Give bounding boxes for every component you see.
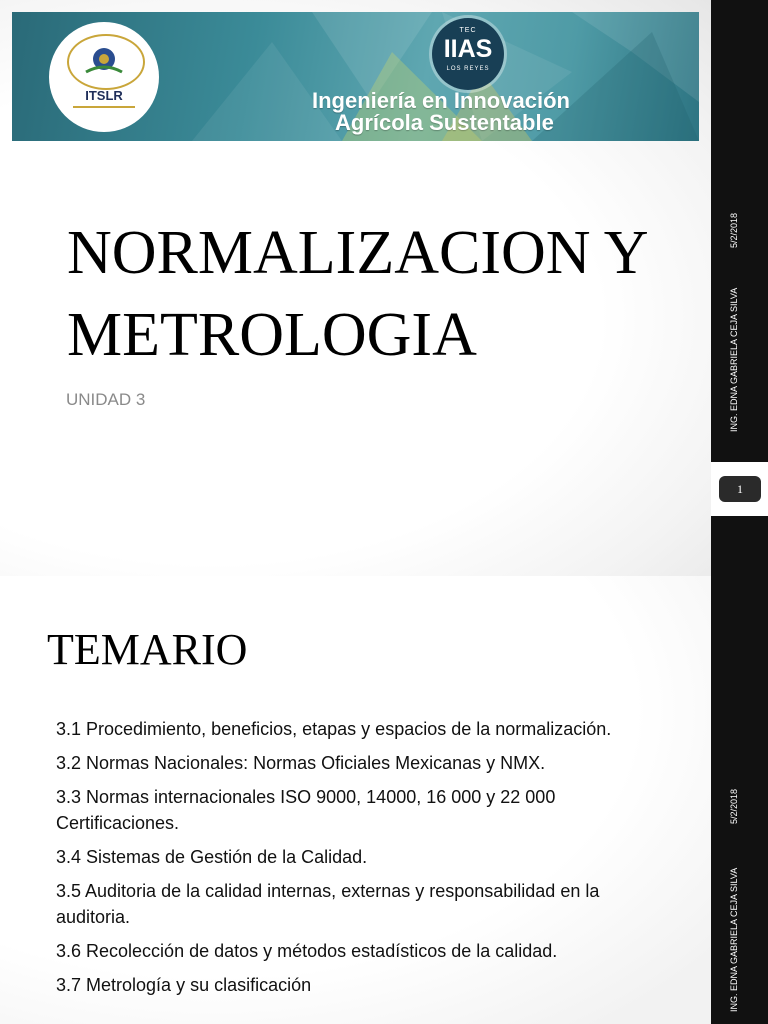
slide-title: NORMALIZACION Y METROLOGIA [67, 219, 647, 369]
page-number-tab [711, 462, 768, 516]
slide-subtitle: UNIDAD 3 [66, 390, 146, 409]
list-item: 3.7 Metrología y su clasificación [56, 975, 312, 995]
logo-divider [73, 106, 135, 108]
list-item: 3.1 Procedimiento, beneficios, etapas y espacios de la normalización. [56, 719, 612, 739]
sidebar-author: ING. EDNA GABRIELA CEJA SILVA [729, 287, 739, 432]
list-item: 3.4 Sistemas de Gestión de la Calidad. [56, 847, 368, 867]
list-item: 3.3 Normas internacionales ISO 9000, 14000, 16 000 y 22 000 Certificaciones. [56, 787, 556, 833]
los-reyes-label: LOS REYES [446, 66, 490, 72]
tec-iias-logo [432, 18, 504, 90]
list-item: 3.6 Recolección de datos y métodos estadísticos de la calidad. [56, 941, 558, 961]
temario-list [56, 716, 656, 1006]
sidebar-date: 5/2/2018 [729, 788, 739, 824]
temario-slide [0, 576, 711, 1024]
list-item: 3.5 Auditoria de la calidad internas, externas y responsabilidad en la auditoria. [56, 881, 600, 927]
temario-heading: TEMARIO [47, 625, 248, 674]
program-name-line1: Ingeniería en Innovación [312, 88, 570, 113]
slide2-sidebar [711, 576, 768, 1024]
program-name-line2: Agrícola Sustentable [335, 110, 554, 135]
gear-emblem-icon [80, 44, 128, 74]
sidebar-date: 5/2/2018 [729, 212, 739, 248]
logo-label: ITSLR [85, 88, 123, 103]
tec-label: TEC [459, 27, 477, 34]
iias-label: IIAS [443, 35, 493, 63]
sidebar-author: ING. EDNA GABRIELA CEJA SILVA [729, 867, 739, 1012]
page-number: 1 [719, 476, 761, 502]
header-banner [12, 12, 699, 141]
list-item: 3.2 Normas Nacionales: Normas Oficiales Mexicanas y NMX. [56, 753, 546, 773]
itslr-logo [49, 22, 159, 132]
